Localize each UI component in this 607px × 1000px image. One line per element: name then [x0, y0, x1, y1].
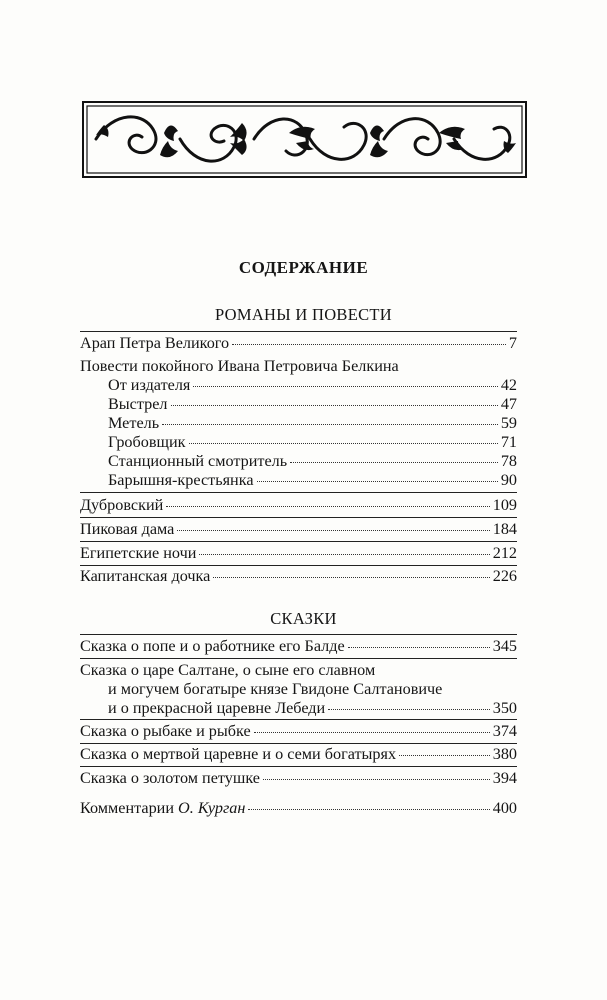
entry-separator: [80, 766, 517, 767]
entry-title: Пиковая дама: [80, 520, 175, 538]
entry-page: 109: [492, 496, 517, 514]
entry-page: 374: [492, 722, 517, 740]
entry-title: Метель: [108, 414, 160, 432]
entry-title: Арап Петра Великого: [80, 334, 230, 352]
section-rule: [80, 634, 517, 635]
dot-leader: [171, 405, 498, 406]
dot-leader: [263, 779, 490, 780]
toc-entry: [108, 375, 517, 395]
toc-entry: [108, 432, 517, 452]
section-heading-tales: СКАЗКИ: [270, 609, 337, 628]
dot-leader: [189, 443, 498, 444]
entry-title: Выстрел: [108, 395, 168, 413]
entry-title: [80, 798, 245, 818]
toc-entry-group-title: Повести покойного Ивана Петровича Белкина: [80, 357, 399, 375]
toc-entry: [80, 543, 517, 563]
entry-title: От издателя: [108, 376, 191, 394]
entry-title: Сказка о мертвой царевне и о семи богатырях: [80, 745, 397, 763]
toc-entry: [80, 768, 517, 788]
entry-title: Египетские ночи: [80, 544, 197, 562]
dot-leader: [348, 647, 490, 648]
toc-entry: [80, 721, 517, 741]
entry-title-line: Сказка о царе Салтане, о сыне его славном: [80, 661, 376, 679]
entry-page: 212: [492, 544, 517, 562]
entry-title: Барышня-крестьянка: [108, 471, 254, 489]
dot-leader: [193, 386, 497, 387]
ornament-scroll-pattern-icon: [84, 103, 525, 176]
entry-page: 59: [500, 414, 517, 432]
dot-leader: [290, 462, 498, 463]
entry-title: и о прекрасной царевне Лебеди: [108, 699, 326, 717]
toc-entry: [108, 470, 517, 490]
entry-title: Сказка о рыбаке и рыбке: [80, 722, 251, 740]
entry-page: 226: [492, 567, 517, 585]
section-rule: [80, 331, 517, 332]
toc-entry-commentary: [80, 798, 517, 818]
toc-entry: [108, 394, 517, 414]
dot-leader: [232, 344, 506, 345]
dot-leader: [254, 732, 490, 733]
dot-leader: [248, 809, 489, 810]
entry-title: Капитанская дочка: [80, 567, 211, 585]
toc-entry: [80, 566, 517, 586]
entry-page: 42: [500, 376, 517, 394]
dot-leader: [399, 755, 490, 756]
entry-separator: [80, 658, 517, 659]
dot-leader: [199, 554, 489, 555]
entry-page: 350: [492, 699, 517, 717]
toc-entry: [80, 636, 517, 656]
entry-page: 400: [492, 799, 517, 817]
entry-page: 90: [500, 471, 517, 489]
toc-entry: [108, 413, 517, 433]
dot-leader: [213, 577, 489, 578]
dot-leader: [257, 481, 498, 482]
entry-separator: [80, 492, 517, 493]
entry-title-line: и могучем богатыре князе Гвидоне Салтановиче: [108, 680, 443, 698]
entry-title: Гробовщик: [108, 433, 186, 451]
entry-page: 184: [492, 520, 517, 538]
entry-page: 71: [500, 433, 517, 451]
entry-separator: [80, 541, 517, 542]
entry-page: 47: [500, 395, 517, 413]
section-heading-novels: РОМАНЫ И ПОВЕСТИ: [214, 305, 393, 324]
entry-separator: [80, 517, 517, 518]
toc-entry: [108, 698, 517, 718]
toc-entry: [108, 451, 517, 471]
entry-separator: [80, 719, 517, 720]
dot-leader: [328, 709, 490, 710]
toc-entry: [80, 333, 517, 353]
entry-title: Станционный смотритель: [108, 452, 288, 470]
entry-title: Сказка о золотом петушке: [80, 769, 260, 787]
toc-entry: [80, 519, 517, 539]
commentary-author: О. Курган: [178, 799, 246, 817]
dot-leader: [162, 424, 498, 425]
entry-page: 345: [492, 637, 517, 655]
entry-page: 78: [500, 452, 517, 470]
dot-leader: [166, 506, 489, 507]
decorative-ornament-header: [82, 101, 527, 178]
dot-leader: [177, 530, 489, 531]
toc-entry: [80, 495, 517, 515]
page-title: СОДЕРЖАНИЕ: [238, 258, 369, 277]
entry-title: Сказка о попе и о работнике его Балде: [80, 637, 345, 655]
commentary-label: Комментарии: [80, 799, 174, 817]
entry-page: 7: [508, 334, 517, 352]
entry-title: Дубровский: [80, 496, 164, 514]
entry-page: 380: [492, 745, 517, 763]
toc-entry: [80, 744, 517, 764]
entry-page: 394: [492, 769, 517, 787]
